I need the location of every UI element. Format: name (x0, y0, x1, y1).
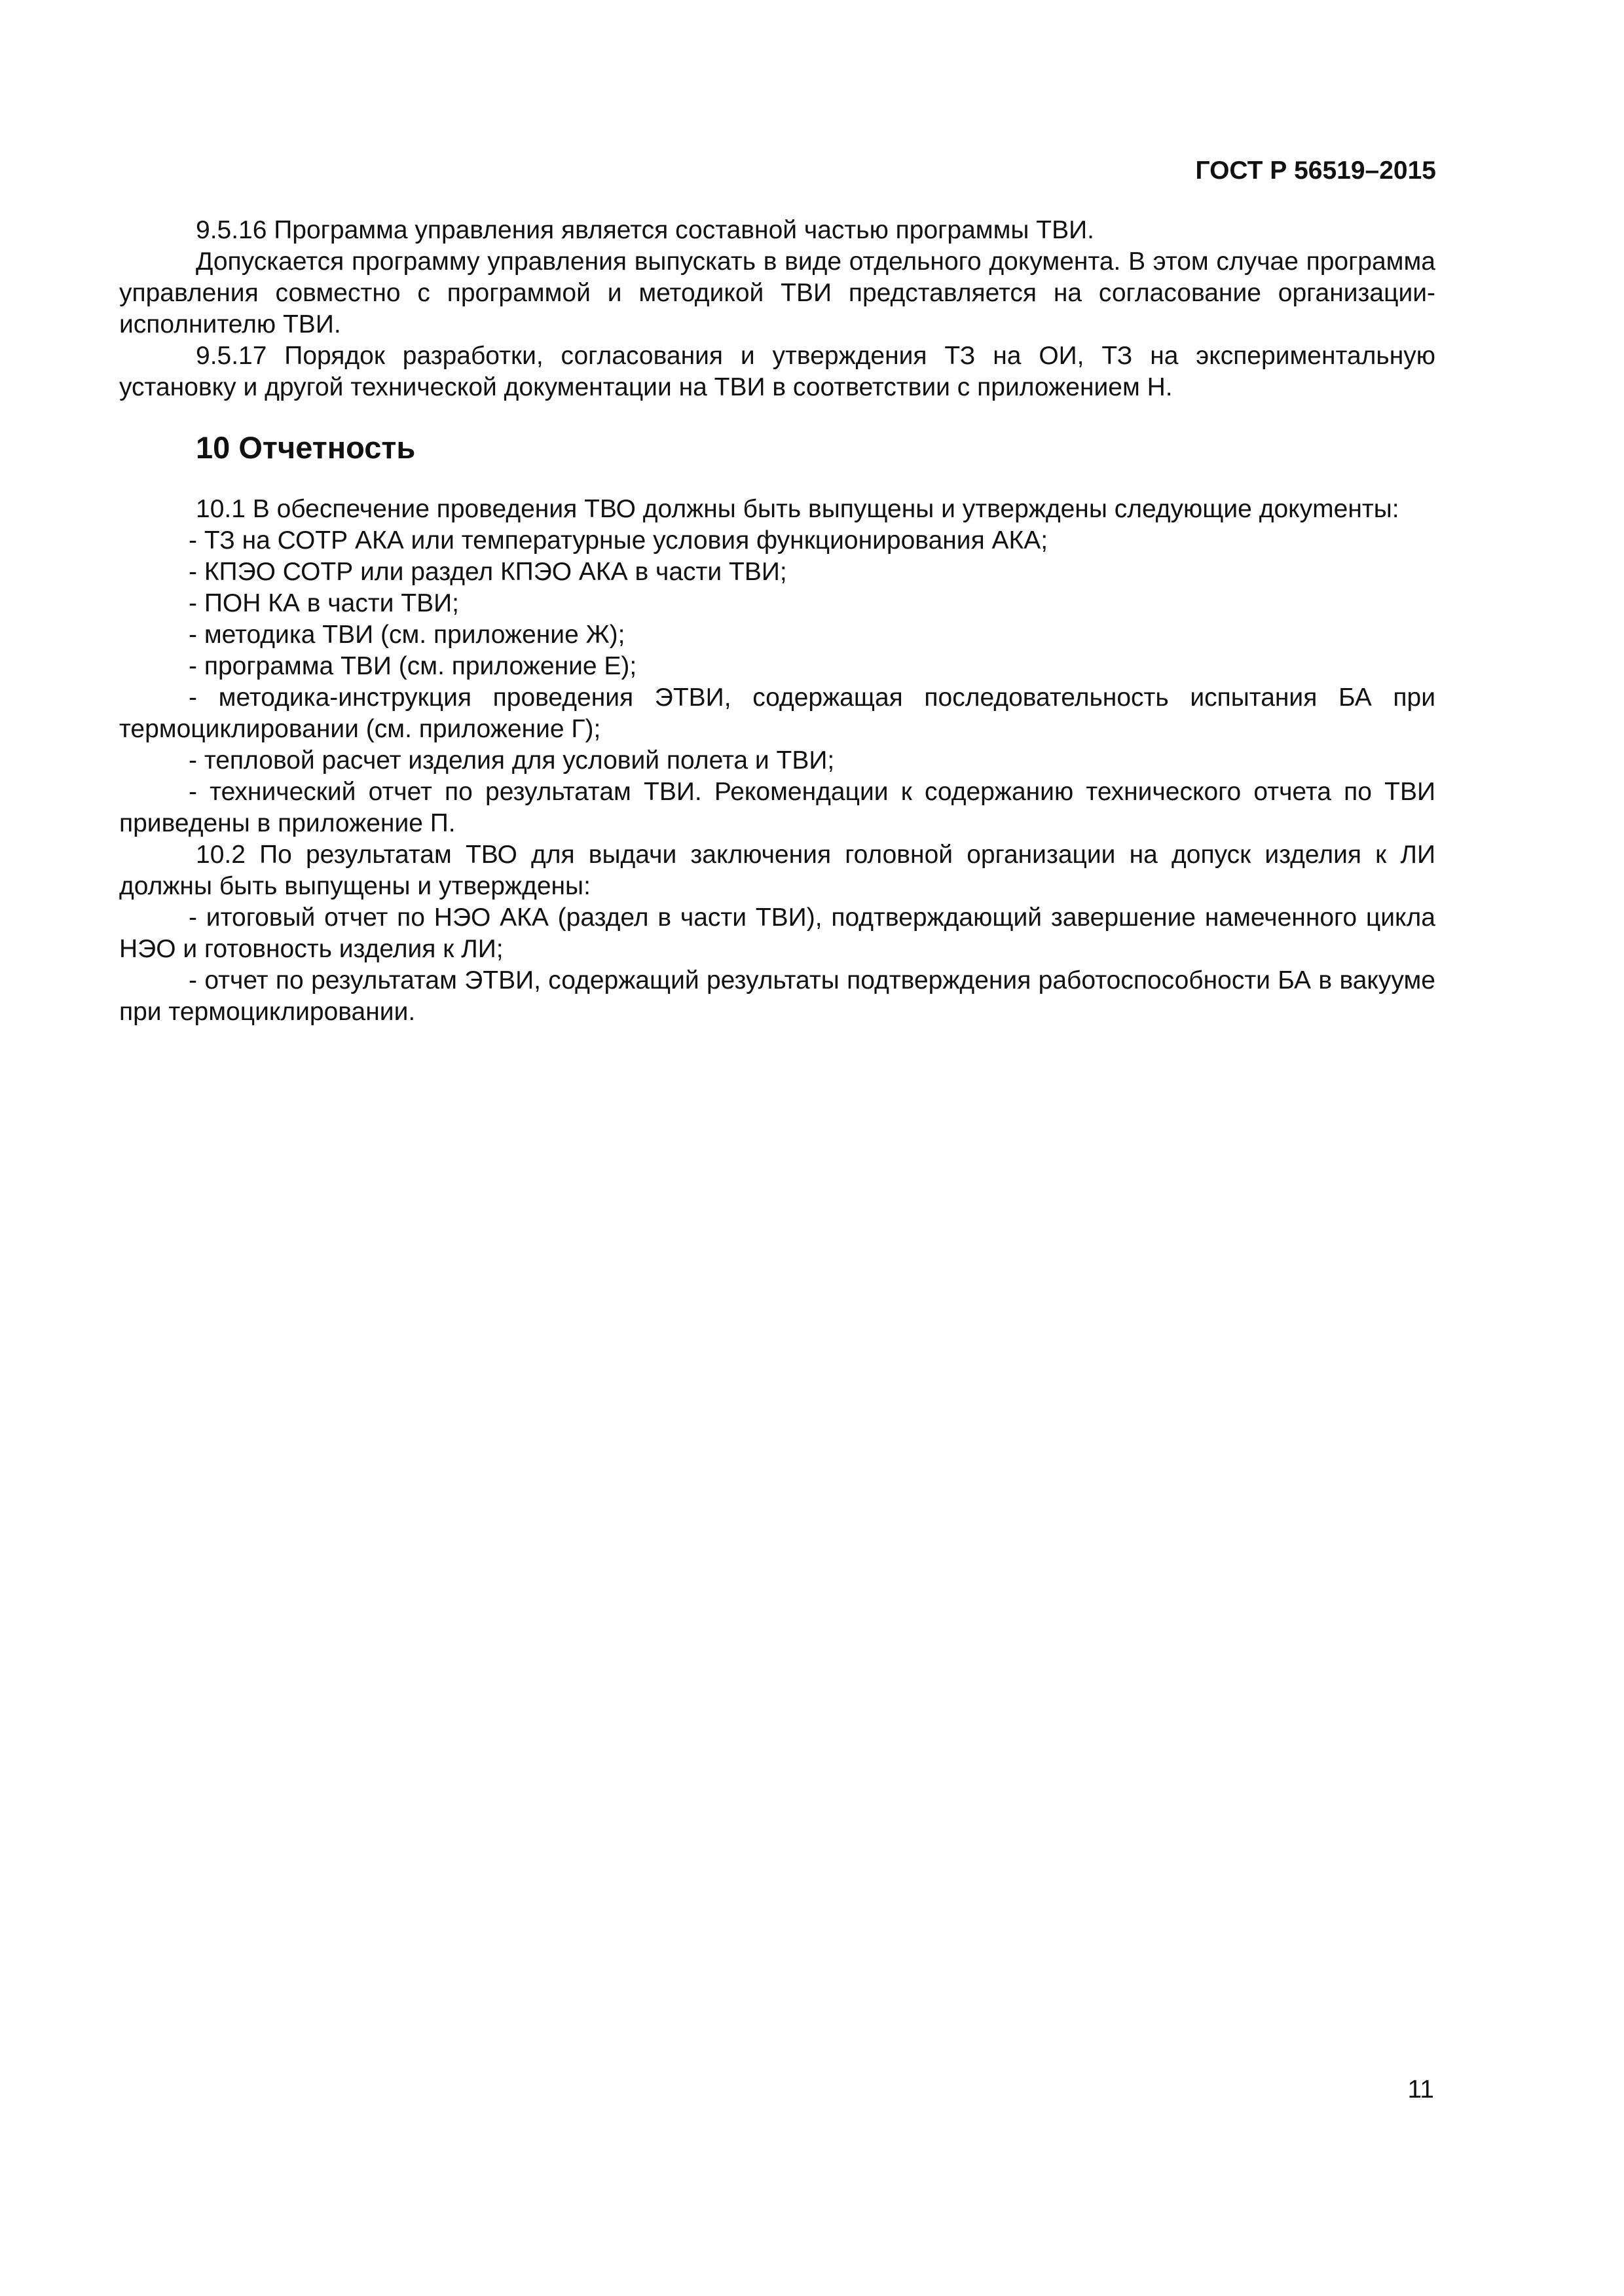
list-item: - методика ТВИ (см. приложение Ж); (189, 621, 625, 649)
list-item: - ПОН КА в части ТВИ; (189, 589, 460, 617)
standard-header: ГОСТ Р 56519–2015 (1195, 156, 1436, 185)
paragraph-9-5-16: 9.5.16 Программа управления является составной частью программы ТВИ. (196, 216, 1094, 244)
page-number: 11 (1407, 2075, 1434, 2104)
list-item: - ТЗ на СОТР АКА или температурные условия функционирования АКА; (189, 526, 1048, 555)
paragraph-10-2: 10.2 По результатам ТВО для выдачи заключения головной организации на допуск изделия к ЛИ должны быть выпущены и утверждены: (119, 841, 1435, 900)
list-item: - технический отчет по результатам ТВИ. Рекомендации к содержанию технического отчета по ТВИ приведены в приложение П. (119, 778, 1435, 837)
paragraph-10-1: 10.1 В обеспечение проведения ТВО должны быть выпущены и утверждены следующие докуmенты: (196, 495, 1399, 523)
list-item: - КПЭО СОТР или раздел КПЭО АКА в части ТВИ; (189, 558, 787, 586)
list-item: - отчет по результатам ЭТВИ, содержащий результаты подтверждения работоспособности БА в вакууме при термоциклировании. (119, 966, 1435, 1026)
paragraph-9-5-17: 9.5.17 Порядок разработки, согласования и утверждения ТЗ на ОИ, ТЗ на экспериментальную установку и другой технической документации на ТВИ в соответствии с приложением Н. (119, 342, 1435, 401)
list-item: - программа ТВИ (см. приложение Е); (189, 652, 637, 680)
list-item: - итоговый отчет по НЭО АКА (раздел в части ТВИ), подтверждающий завершение намеченного цикла НЭО и готовность изделия к ЛИ; (119, 903, 1435, 963)
list-item: - тепловой расчет изделия для условий полета и ТВИ; (189, 746, 835, 774)
paragraph-separate-document: Допускается программу управления выпускать в виде отдельного документа. В этом случае программа управления совместно с программой и методикой ТВИ представляется на согласование организации-исполнителю ТВИ. (119, 247, 1435, 338)
document-body (119, 215, 1435, 1028)
list-item: - методика-инструкция проведения ЭТВИ, содержащая последовательность испытания БА при термоциклировании (см. приложение Г); (119, 683, 1435, 743)
section-title: 10 Отчетность (196, 430, 416, 465)
